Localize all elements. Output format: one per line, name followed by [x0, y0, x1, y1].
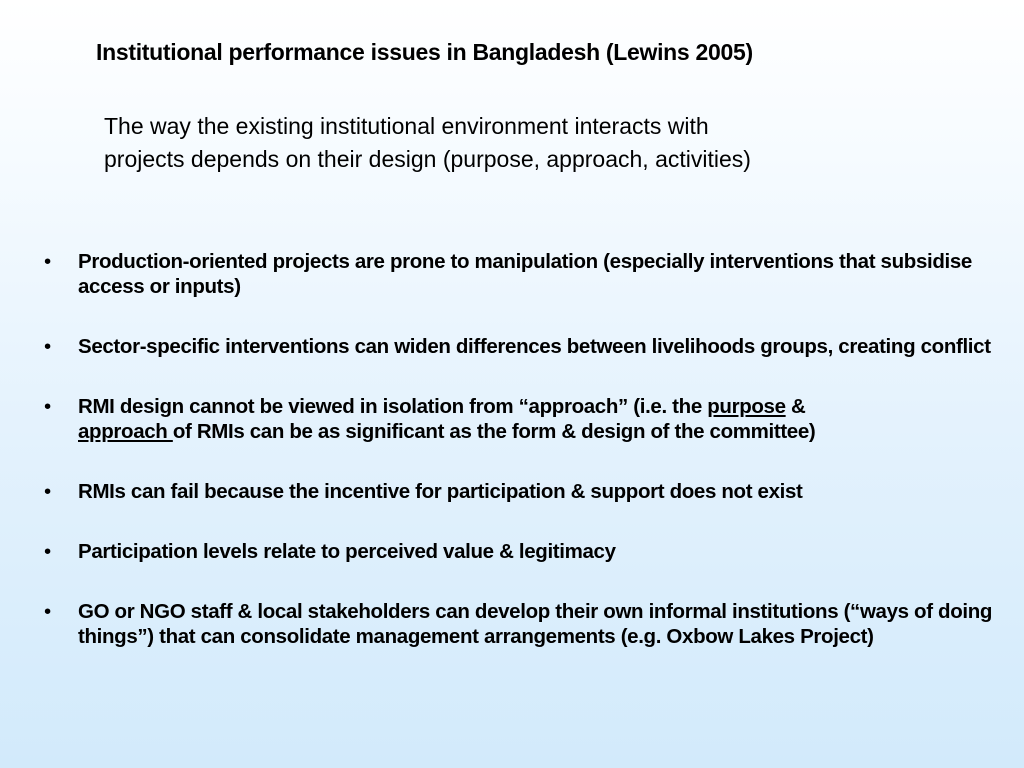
bullet-item-sector-specific [44, 334, 994, 359]
bullet-item-rmis-can-fail [44, 479, 994, 504]
bullet-marker: • [44, 395, 51, 418]
bullet-marker: • [44, 335, 51, 358]
bullet-list [44, 249, 994, 649]
bullet-marker: • [44, 540, 51, 563]
bullet-item-rmi-design [44, 394, 994, 444]
bullet-text: Participation levels relate to perceived value & legitimacy [78, 540, 616, 563]
bullet-marker: • [44, 600, 51, 623]
purpose-underlined-text: purpose [707, 395, 786, 418]
subtitle-line-2: projects depends on their design (purpose, approach, activities) [104, 146, 751, 172]
bullet-text: Sector-specific interventions can widen differences between livelihoods groups, creating conflict [78, 335, 991, 358]
slide-title: Institutional performance issues in Bangladesh (Lewins 2005) [96, 39, 753, 65]
approach-underlined-text: approach [78, 420, 173, 443]
bullet-text-part-1: RMI design cannot be viewed in isolation from “approach” (i.e. the [78, 395, 708, 418]
bullet-text-part-3: of RMIs can be as significant as the form & design of the committee) [172, 420, 816, 443]
slide-subtitle [104, 110, 944, 176]
bullet-text-part-2: & [785, 395, 806, 418]
bullet-text: Production-oriented projects are prone to manipulation (especially interventions that subsidise access or inputs) [78, 250, 972, 298]
bullet-marker: • [44, 480, 51, 503]
bullet-text: RMIs can fail because the incentive for participation & support does not exist [78, 480, 803, 503]
subtitle-line-1: The way the existing institutional environment interacts with [104, 113, 709, 139]
bullet-item-production-oriented [44, 249, 994, 299]
bullet-text: GO or NGO staff & local stakeholders can develop their own informal institutions (“ways of doing things”) that can consolidate management arrangements (e.g. Oxbow Lakes Project) [78, 600, 993, 648]
bullet-item-go-ngo-staff [44, 599, 994, 649]
bullet-marker: • [44, 250, 51, 273]
bullet-item-participation-levels [44, 539, 994, 564]
